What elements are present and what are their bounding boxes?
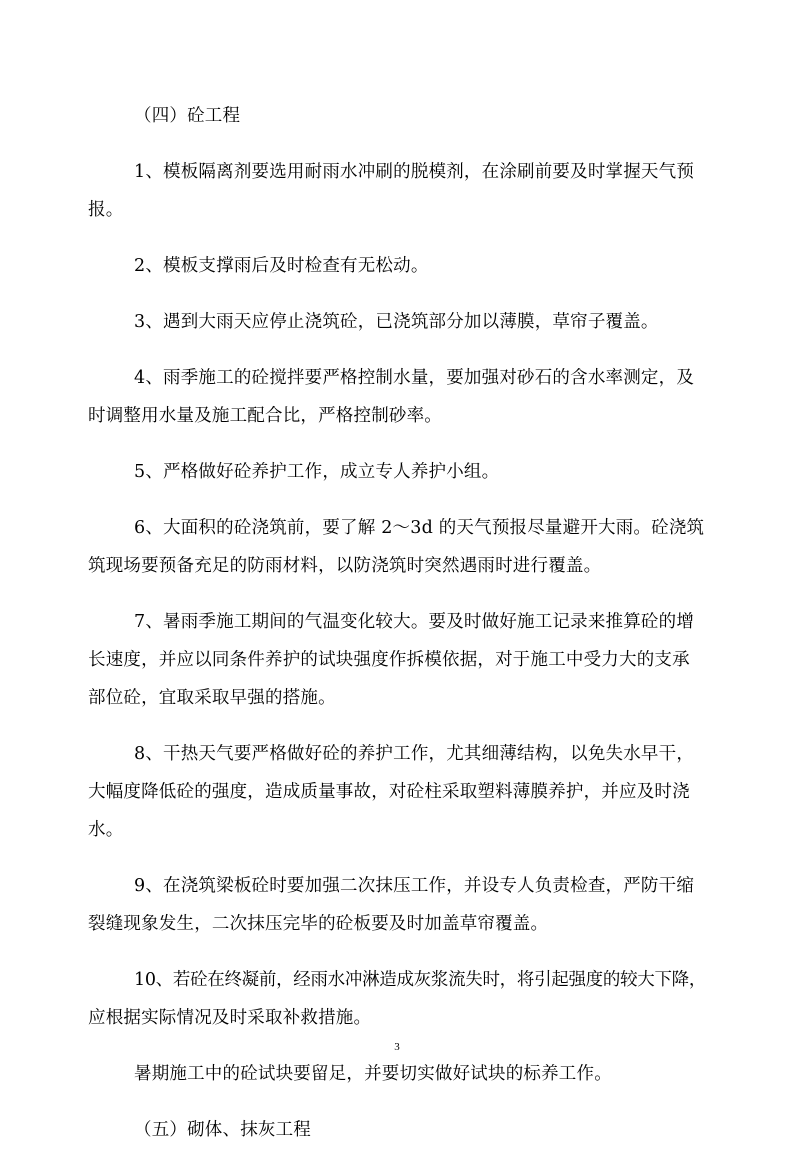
paragraph-line: 长速度，并应以同条件养护的试块强度作拆模依据，对于施工中受力大的支承	[88, 650, 690, 670]
paragraph-8	[88, 735, 718, 849]
paragraph-line: 5、严格做好砼养护工作，成立专人养护小组。	[134, 462, 500, 482]
paragraph-4	[88, 359, 718, 435]
paragraph-line: 1、模板隔离剂要选用耐雨水冲刷的脱模剂，在涂刷前要及时掌握天气预	[134, 162, 695, 182]
page-number: 3	[394, 1041, 400, 1053]
paragraph-1	[88, 153, 718, 229]
paragraph-7	[88, 603, 718, 717]
paragraph-10	[88, 961, 718, 1037]
paragraph-line: 4、雨季施工的砼搅拌要严格控制水量，要加强对砂石的含水率测定，及	[134, 368, 695, 388]
document-body	[88, 97, 718, 1149]
paragraph-line: 8、干热天气要严格做好砼的养护工作，尤其细薄结构，以免失水早干，	[134, 744, 695, 764]
paragraph-line: 7、暑雨季施工期间的气温变化较大。要及时做好施工记录来推算砼的增	[134, 612, 695, 632]
paragraph-summer-note	[88, 1055, 718, 1093]
paragraph-line: 时调整用水量及施工配合比，严格控制砂率。	[88, 406, 442, 426]
paragraph-line: 应根据实际情况及时采取补救措施。	[88, 1008, 372, 1028]
paragraph-line: 2、模板支撑雨后及时检查有无松动。	[134, 256, 429, 276]
paragraph-line: 筑现场要预备充足的防雨材料，以防浇筑时突然遇雨时进行覆盖。	[88, 556, 602, 576]
paragraph-5	[88, 453, 718, 491]
section-heading-concrete: （四）砼工程	[134, 106, 241, 126]
paragraph-2	[88, 247, 718, 285]
paragraph-3	[88, 303, 718, 341]
paragraph-line: 6、大面积的砼浇筑前，要了解 2～3d 的天气预报尽量避开大雨。砼浇筑	[134, 518, 705, 538]
paragraph-line: 水。	[88, 820, 124, 840]
paragraph-6	[88, 509, 718, 585]
paragraph-line: 暑期施工中的砼试块要留足，并要切实做好试块的标养工作。	[134, 1064, 612, 1084]
paragraph-line: 10、若砼在终凝前，经雨水冲淋造成灰浆流失时，将引起强度的较大下降，	[134, 970, 707, 990]
paragraph-line: 大幅度降低砼的强度，造成质量事故，对砼柱采取塑料薄膜养护，并应及时浇	[88, 782, 690, 802]
paragraph-9	[88, 867, 718, 943]
paragraph-line: 裂缝现象发生，二次抹压完毕的砼板要及时加盖草帘覆盖。	[88, 914, 549, 934]
paragraph-line: 报。	[88, 200, 124, 220]
paragraph-line: 3、遇到大雨天应停止浇筑砼，已浇筑部分加以薄膜，草帘子覆盖。	[134, 312, 659, 332]
paragraph-line: 9、在浇筑梁板砼时要加强二次抹压工作，并设专人负责检查，严防干缩	[134, 876, 695, 896]
section-heading-masonry: （五）砌体、抹灰工程	[134, 1120, 311, 1140]
paragraph-line: 部位砼，宜取采取早强的搭施。	[88, 688, 336, 708]
